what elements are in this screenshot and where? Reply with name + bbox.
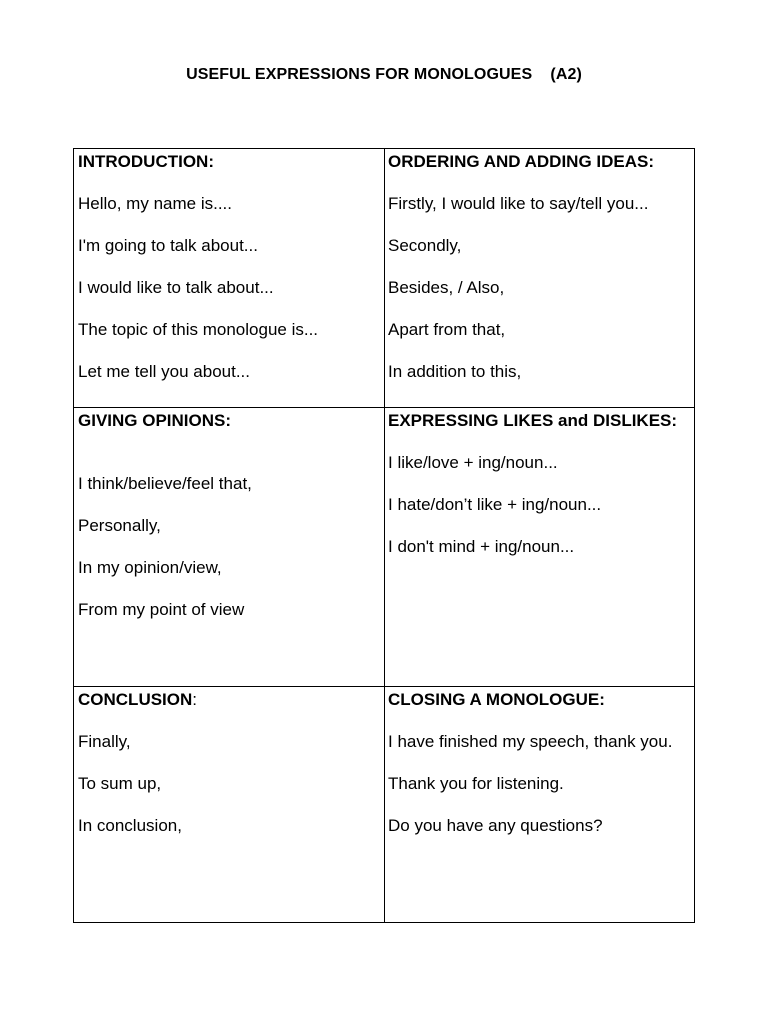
ordering-cell bbox=[385, 149, 695, 407]
conclusion-heading bbox=[78, 690, 380, 710]
introduction-cell bbox=[74, 149, 385, 407]
list-item: Secondly, bbox=[388, 236, 462, 255]
list-item: I don't mind + ing/noun... bbox=[388, 537, 575, 556]
list-item: Personally, bbox=[78, 516, 161, 535]
list-item: Do you have any questions? bbox=[388, 816, 603, 835]
introduction-heading: INTRODUCTION: bbox=[78, 152, 214, 171]
list-item: Besides, / Also, bbox=[388, 278, 505, 297]
list-item: I would like to talk about... bbox=[78, 278, 274, 297]
list-item: I like/love + ing/noun... bbox=[388, 453, 558, 472]
list-item: I think/believe/feel that, bbox=[78, 474, 252, 493]
conclusion-heading-colon: : bbox=[192, 690, 198, 709]
list-item: From my point of view bbox=[78, 600, 245, 619]
list-item: Let me tell you about... bbox=[78, 362, 250, 381]
list-item: Finally, bbox=[78, 732, 131, 751]
page-title: USEFUL EXPRESSIONS FOR MONOLOGUES (A2) bbox=[186, 66, 582, 83]
list-item: Hello, my name is.... bbox=[78, 194, 232, 213]
list-item: The topic of this monologue is... bbox=[78, 320, 319, 339]
closing-heading: CLOSING A MONOLOGUE: bbox=[388, 690, 605, 709]
conclusion-heading-text: CONCLUSION bbox=[78, 690, 193, 709]
list-item: In conclusion, bbox=[78, 816, 182, 835]
list-item: I hate/don’t like + ing/noun... bbox=[388, 495, 602, 514]
opinions-heading: GIVING OPINIONS: bbox=[78, 411, 232, 430]
list-item: I have finished my speech, thank you. bbox=[388, 732, 673, 751]
list-item: To sum up, bbox=[78, 774, 162, 793]
opinions-cell bbox=[74, 407, 385, 686]
list-item: Apart from that, bbox=[388, 320, 506, 339]
list-item: Thank you for listening. bbox=[388, 774, 564, 793]
list-item: In addition to this, bbox=[388, 362, 522, 381]
likes-cell bbox=[385, 407, 695, 686]
expressions-table bbox=[73, 148, 695, 923]
list-item: I'm going to talk about... bbox=[78, 236, 258, 255]
ordering-heading: ORDERING AND ADDING IDEAS: bbox=[388, 152, 655, 171]
likes-heading: EXPRESSING LIKES and DISLIKES: bbox=[388, 411, 678, 430]
conclusion-cell bbox=[74, 686, 385, 923]
list-item: In my opinion/view, bbox=[78, 558, 222, 577]
closing-cell bbox=[385, 686, 695, 923]
list-item: Firstly, I would like to say/tell you... bbox=[388, 194, 649, 213]
